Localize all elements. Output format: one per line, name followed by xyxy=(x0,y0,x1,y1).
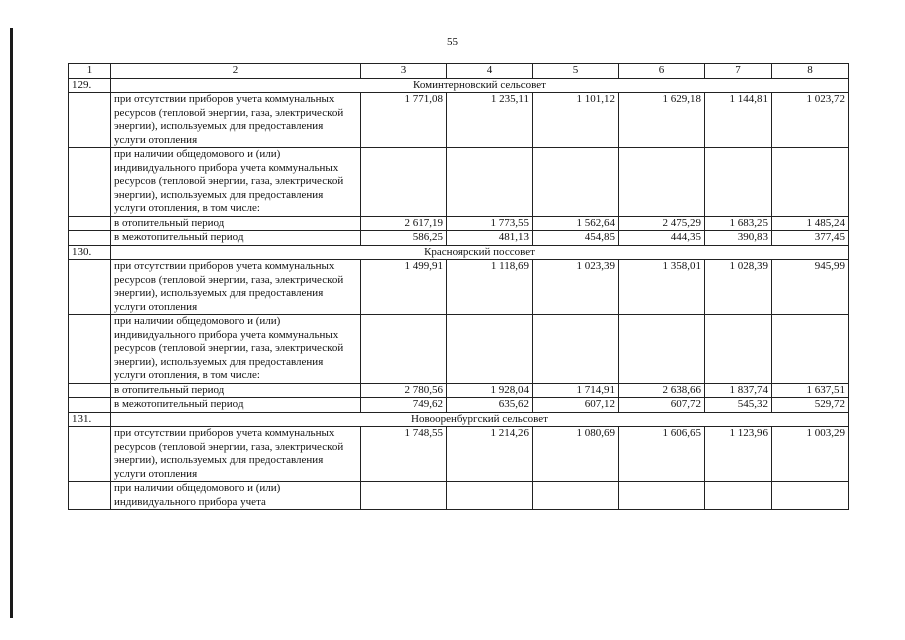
value-cell: 1 028,39 xyxy=(705,260,772,315)
value-cell: 2 475,29 xyxy=(619,216,705,231)
column-header: 6 xyxy=(619,64,705,79)
value-cell: 607,72 xyxy=(619,398,705,413)
value-cell: 1 023,72 xyxy=(772,93,849,148)
value-cell: 2 617,19 xyxy=(361,216,447,231)
value-cell: 1 773,55 xyxy=(447,216,533,231)
section-number: 131. xyxy=(69,412,111,427)
value-cell: 1 118,69 xyxy=(447,260,533,315)
table-row xyxy=(69,93,849,148)
row-number-cell xyxy=(69,216,111,231)
row-number-cell xyxy=(69,260,111,315)
page-number: 55 xyxy=(447,36,458,48)
value-cell xyxy=(533,482,619,510)
section-title: Красноярский поссовет xyxy=(111,245,849,260)
value-cell xyxy=(533,148,619,217)
tariff-table xyxy=(68,63,849,510)
value-cell: 1 485,24 xyxy=(772,216,849,231)
row-description: при отсутствии приборов учета коммунальных ресурсов (тепловой энергии, газа, электрической энергии), используемых для предоставления услуги отопления xyxy=(111,260,361,315)
value-cell: 1 003,29 xyxy=(772,427,849,482)
value-cell xyxy=(772,148,849,217)
value-cell: 1 606,65 xyxy=(619,427,705,482)
value-cell: 1 928,04 xyxy=(447,383,533,398)
value-cell: 1 714,91 xyxy=(533,383,619,398)
column-header: 5 xyxy=(533,64,619,79)
table-row xyxy=(69,260,849,315)
row-number-cell xyxy=(69,427,111,482)
value-cell: 1 562,64 xyxy=(533,216,619,231)
row-description: при наличии общедомового и (или) индивидуального прибора учета коммунальных ресурсов (тепловой энергии, газа, электрической энергии), используемых для предоставления услуги отопления, в том числе: xyxy=(111,315,361,384)
column-header: 8 xyxy=(772,64,849,79)
scan-edge-line xyxy=(10,28,13,618)
value-cell xyxy=(447,148,533,217)
section-row xyxy=(69,245,849,260)
value-cell: 1 683,25 xyxy=(705,216,772,231)
value-cell xyxy=(705,148,772,217)
table-row xyxy=(69,383,849,398)
value-cell xyxy=(361,315,447,384)
row-number-cell xyxy=(69,231,111,246)
table-row xyxy=(69,398,849,413)
value-cell: 1 358,01 xyxy=(619,260,705,315)
value-cell: 1 629,18 xyxy=(619,93,705,148)
table-body xyxy=(69,64,849,510)
value-cell: 1 080,69 xyxy=(533,427,619,482)
section-title: Коминтерновский сельсовет xyxy=(111,78,849,93)
value-cell xyxy=(772,482,849,510)
value-cell: 1 123,96 xyxy=(705,427,772,482)
table-row xyxy=(69,482,849,510)
table-row xyxy=(69,231,849,246)
value-cell: 545,32 xyxy=(705,398,772,413)
value-cell xyxy=(361,148,447,217)
value-cell: 586,25 xyxy=(361,231,447,246)
row-number-cell xyxy=(69,93,111,148)
value-cell xyxy=(619,148,705,217)
value-cell xyxy=(361,482,447,510)
row-description: при отсутствии приборов учета коммунальных ресурсов (тепловой энергии, газа, электрической энергии), используемых для предоставления услуги отопления xyxy=(111,93,361,148)
value-cell: 2 638,66 xyxy=(619,383,705,398)
value-cell: 390,83 xyxy=(705,231,772,246)
value-cell: 945,99 xyxy=(772,260,849,315)
value-cell: 1 499,91 xyxy=(361,260,447,315)
column-header: 7 xyxy=(705,64,772,79)
row-description: при наличии общедомового и (или) индивидуального прибора учета xyxy=(111,482,361,510)
row-description: в отопительный период xyxy=(111,383,361,398)
row-number-cell xyxy=(69,398,111,413)
value-cell: 1 023,39 xyxy=(533,260,619,315)
value-cell xyxy=(705,315,772,384)
header-row xyxy=(69,64,849,79)
value-cell xyxy=(619,315,705,384)
row-number-cell xyxy=(69,383,111,398)
value-cell xyxy=(533,315,619,384)
value-cell: 2 780,56 xyxy=(361,383,447,398)
row-number-cell xyxy=(69,315,111,384)
value-cell: 1 235,11 xyxy=(447,93,533,148)
row-number-cell xyxy=(69,482,111,510)
value-cell: 1 771,08 xyxy=(361,93,447,148)
section-title: Новооренбургский сельсовет xyxy=(111,412,849,427)
section-number: 130. xyxy=(69,245,111,260)
value-cell: 635,62 xyxy=(447,398,533,413)
value-cell: 1 637,51 xyxy=(772,383,849,398)
value-cell xyxy=(705,482,772,510)
value-cell: 444,35 xyxy=(619,231,705,246)
value-cell xyxy=(447,482,533,510)
section-number: 129. xyxy=(69,78,111,93)
value-cell: 529,72 xyxy=(772,398,849,413)
value-cell: 454,85 xyxy=(533,231,619,246)
column-header: 2 xyxy=(111,64,361,79)
row-number-cell xyxy=(69,148,111,217)
value-cell: 1 214,26 xyxy=(447,427,533,482)
table-row xyxy=(69,315,849,384)
row-description: в отопительный период xyxy=(111,216,361,231)
row-description: в межотопительный период xyxy=(111,398,361,413)
row-description: при отсутствии приборов учета коммунальных ресурсов (тепловой энергии, газа, электрической энергии), используемых для предоставления услуги отопления xyxy=(111,427,361,482)
value-cell xyxy=(772,315,849,384)
value-cell: 1 748,55 xyxy=(361,427,447,482)
value-cell xyxy=(447,315,533,384)
column-header: 4 xyxy=(447,64,533,79)
table-row xyxy=(69,427,849,482)
row-description: при наличии общедомового и (или) индивидуального прибора учета коммунальных ресурсов (тепловой энергии, газа, электрической энергии), используемых для предоставления услуги отопления, в том числе: xyxy=(111,148,361,217)
value-cell: 377,45 xyxy=(772,231,849,246)
value-cell: 749,62 xyxy=(361,398,447,413)
row-description: в межотопительный период xyxy=(111,231,361,246)
column-header: 1 xyxy=(69,64,111,79)
value-cell xyxy=(619,482,705,510)
value-cell: 607,12 xyxy=(533,398,619,413)
table-row xyxy=(69,148,849,217)
column-header: 3 xyxy=(361,64,447,79)
section-row xyxy=(69,412,849,427)
value-cell: 481,13 xyxy=(447,231,533,246)
section-row xyxy=(69,78,849,93)
value-cell: 1 101,12 xyxy=(533,93,619,148)
value-cell: 1 144,81 xyxy=(705,93,772,148)
value-cell: 1 837,74 xyxy=(705,383,772,398)
table-row xyxy=(69,216,849,231)
